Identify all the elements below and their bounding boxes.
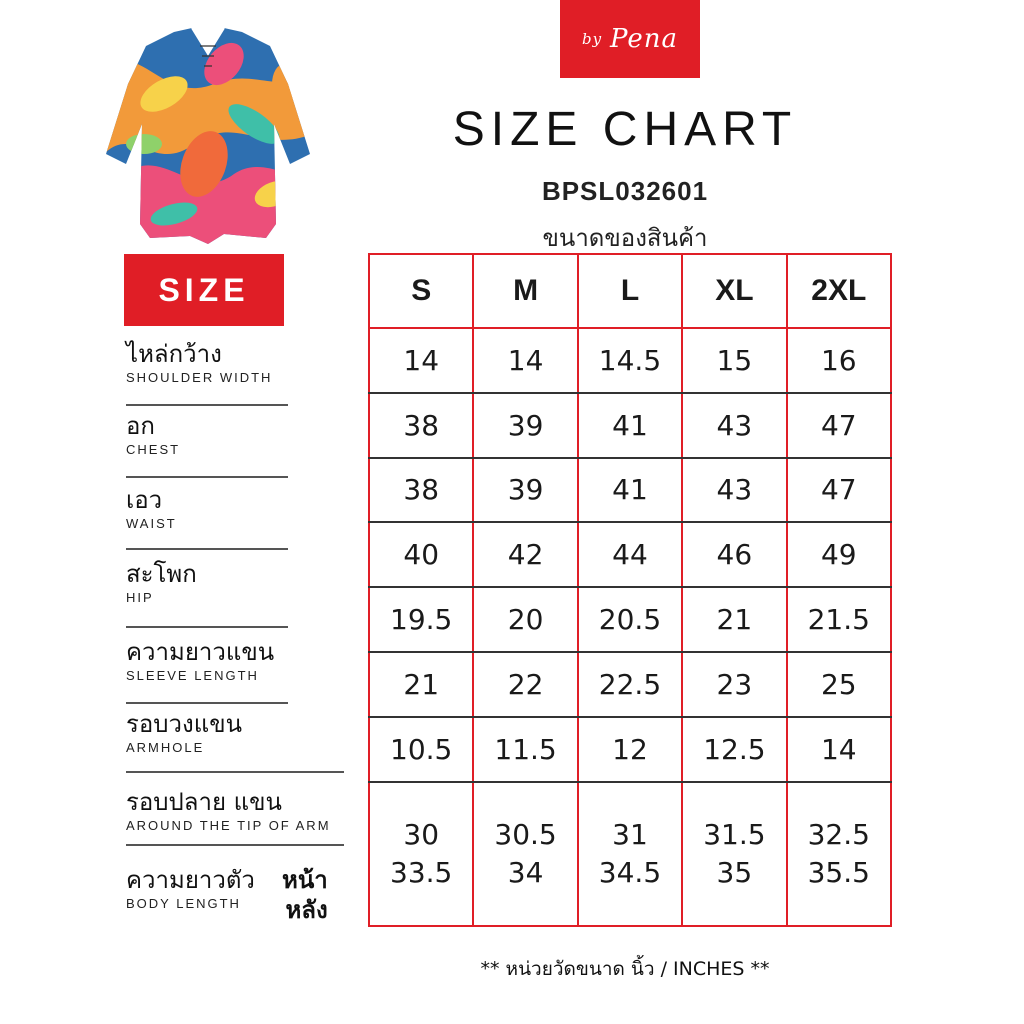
row-label-en: WAIST — [126, 516, 177, 531]
size-header: M — [473, 254, 577, 328]
table-cell: 40 — [369, 522, 473, 587]
table-cell: 22 — [473, 652, 577, 717]
row-label-th: รอบปลาย แขน — [126, 788, 282, 816]
row-label-arm-tip — [126, 788, 331, 833]
table-cell: 19.5 — [369, 587, 473, 652]
table-cell: 22.5 — [578, 652, 682, 717]
row-label-armhole — [126, 710, 242, 755]
front-value: 31.5 — [703, 817, 766, 851]
table-cell: 23 — [682, 652, 786, 717]
size-header: XL — [682, 254, 786, 328]
row-label-hip — [126, 560, 197, 605]
table-cell: 14 — [369, 328, 473, 393]
table-cell — [682, 782, 786, 926]
table-cell: 21 — [682, 587, 786, 652]
row-label-body-length — [126, 866, 255, 911]
row-label-th: รอบวงแขน — [126, 710, 243, 738]
front-label: หน้า — [282, 866, 328, 894]
product-size-label: ขนาดของสินค้า — [542, 224, 708, 252]
table-cell: 14 — [787, 717, 891, 782]
table-cell — [473, 782, 577, 926]
back-value: 34 — [507, 855, 544, 889]
back-value: 34.5 — [598, 855, 662, 889]
row-label-th: ความยาวตัว — [126, 866, 255, 894]
back-value: 35 — [716, 855, 753, 889]
row-label-en: BODY LENGTH — [126, 896, 241, 911]
label-divider — [126, 476, 288, 478]
table-cell: 38 — [369, 458, 473, 523]
table-row — [369, 522, 891, 587]
table-cell — [369, 782, 473, 926]
chart-title: SIZE CHART — [452, 103, 798, 156]
table-cell: 21 — [369, 652, 473, 717]
table-cell: 39 — [473, 458, 577, 523]
front-value: 32.5 — [807, 817, 870, 851]
table-row — [369, 652, 891, 717]
row-label-th: ไหล่กว้าง — [126, 340, 222, 368]
table-cell: 43 — [682, 393, 786, 458]
row-label-th: สะโพก — [126, 560, 197, 588]
table-cell: 46 — [682, 522, 786, 587]
row-label-th: ความยาวแขน — [126, 638, 275, 666]
table-cell: 25 — [787, 652, 891, 717]
front-value: 30.5 — [494, 817, 557, 851]
back-value: 33.5 — [390, 855, 453, 889]
table-cell: 21.5 — [787, 587, 891, 652]
table-cell: 47 — [787, 458, 891, 523]
table-cell: 14.5 — [578, 328, 682, 393]
row-label-th: อก — [126, 412, 155, 440]
table-cell — [578, 782, 682, 926]
table-row — [369, 587, 891, 652]
table-row — [369, 393, 891, 458]
row-label-en: CHEST — [126, 442, 181, 457]
table-cell: 20 — [473, 587, 577, 652]
front-value: 31 — [612, 817, 648, 851]
table-cell: 41 — [578, 458, 682, 523]
table-row — [369, 458, 891, 523]
row-label-en: AROUND THE TIP OF ARM — [126, 818, 331, 833]
back-value: 35.5 — [807, 855, 870, 889]
size-header-row — [369, 254, 891, 328]
row-label-chest — [126, 412, 180, 457]
table-cell: 43 — [682, 458, 786, 523]
table-cell: 15 — [682, 328, 786, 393]
table-cell: 41 — [578, 393, 682, 458]
table-cell: 10.5 — [369, 717, 473, 782]
brand-name: Pena — [610, 24, 679, 54]
table-cell: 39 — [473, 393, 577, 458]
table-cell: 14 — [473, 328, 577, 393]
table-cell: 12 — [578, 717, 682, 782]
row-label-en: HIP — [126, 590, 154, 605]
table-cell: 47 — [787, 393, 891, 458]
row-label-en: SHOULDER WIDTH — [126, 370, 273, 385]
row-label-th: เอว — [126, 486, 163, 514]
front-value: 30 — [403, 817, 440, 851]
size-header: L — [578, 254, 682, 328]
table-cell: 11.5 — [473, 717, 577, 782]
body-length-sides — [282, 865, 328, 925]
label-divider — [126, 771, 344, 773]
row-label-shoulder — [126, 340, 272, 385]
table-cell: 12.5 — [682, 717, 786, 782]
table-cell: 42 — [473, 522, 577, 587]
back-label: หลัง — [285, 896, 328, 924]
row-label-en: ARMHOLE — [126, 740, 205, 755]
table-row — [369, 328, 891, 393]
table-row-body-length — [369, 782, 891, 926]
size-header: S — [369, 254, 473, 328]
size-header: 2XL — [787, 254, 891, 328]
brand-logo — [560, 0, 700, 78]
label-divider — [126, 404, 288, 406]
size-badge: SIZE — [124, 254, 284, 326]
label-divider — [126, 844, 344, 846]
label-divider — [126, 548, 288, 550]
units-footnote: ** หน่วยวัดขนาด นิ้ว / INCHES ** — [480, 958, 770, 980]
table-cell: 44 — [578, 522, 682, 587]
row-label-en: SLEEVE LENGTH — [126, 668, 259, 683]
row-label-waist — [126, 486, 177, 531]
size-table — [368, 253, 892, 927]
table-cell: 16 — [787, 328, 891, 393]
table-cell: 20.5 — [578, 587, 682, 652]
table-row — [369, 717, 891, 782]
brand-prefix: by — [581, 30, 603, 48]
label-divider — [126, 702, 288, 704]
table-cell: 49 — [787, 522, 891, 587]
table-cell — [787, 782, 891, 926]
product-code: BPSL032601 — [541, 176, 709, 206]
product-image — [104, 24, 312, 246]
row-label-sleeve — [126, 638, 274, 683]
label-divider — [126, 626, 288, 628]
table-cell: 38 — [369, 393, 473, 458]
